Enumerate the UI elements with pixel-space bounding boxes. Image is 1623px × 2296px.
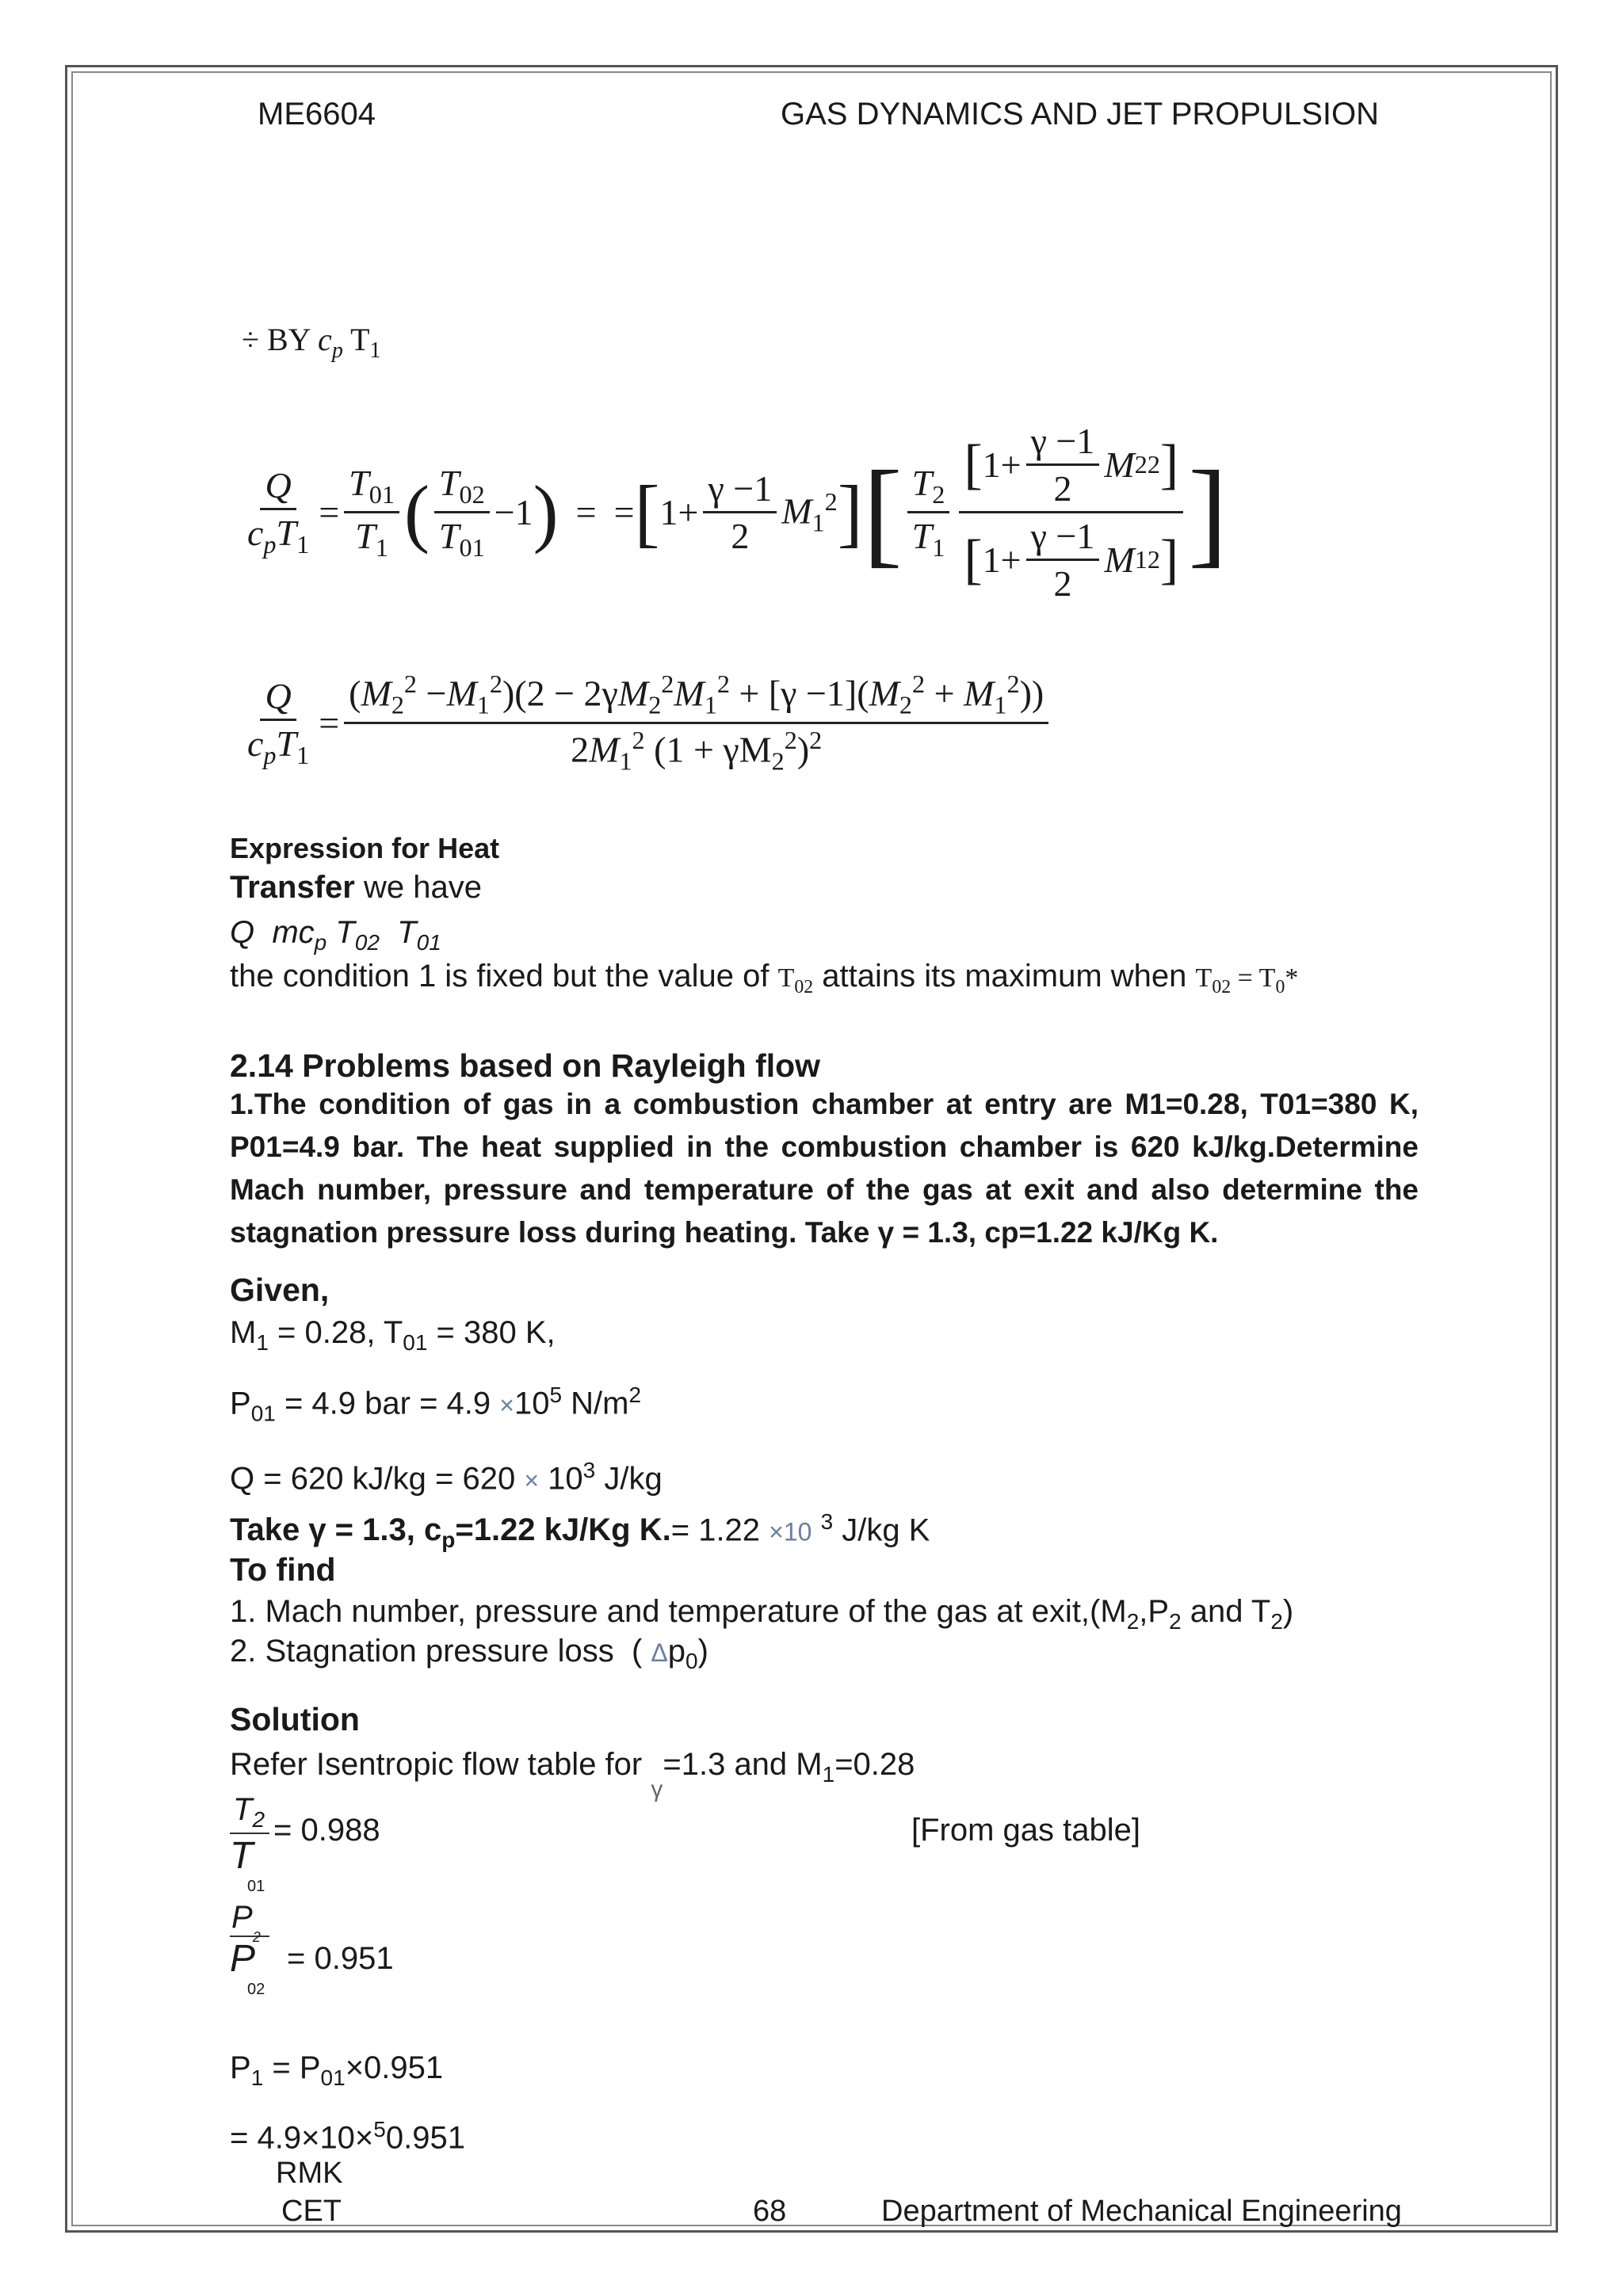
to-find-heading: To find: [230, 1551, 336, 1588]
to-find-item-1: 1. Mach number, pressure and temperature of the gas at $exit,(M_2,P_2$ and $T_2$): [230, 1594, 1294, 1634]
equation-q-mach: $\frac{Q}{c_pT_1}$ = $\frac{(M_2^2 -M_1^2)(2 - 2\gamma M_2^2M_1^2 + [\gamma -1](M_2^2 + M_1^2))}{2M_1^2 (1 + \gamma M_2^2)^2}$: [238, 669, 1053, 776]
course-title: GAS DYNAMICS AND JET PROPULSION: [781, 97, 1379, 132]
given-line-3: Q = 620 $kJ/kg = 620 \times 10^3$ J/kg: [230, 1458, 663, 1497]
heat-condition-text: the condition 1 is fixed but the value of $T_{02}$ attains its maximum when $T_{02} = T_0*$: [230, 959, 1299, 997]
heat-heading-line2: Transfer we have: [230, 870, 482, 905]
problem-statement: 1.The condition of gas in a combustion chamber at entry are M1=0.28, T01=380 K, P01=4.9 bar. The heat supplied in the combustion chamber is 620 kJ/kg.Determine Mach number, pressure and temperature of the gas at exit and also determine the stagnation pressure loss during heating. Take γ = 1.3, cp=1.22 kJ/Kg K.: [230, 1088, 1419, 1249]
divide-note: ÷ BY $c_p$ $T_1$: [242, 322, 381, 363]
p1-line: $P_1 = P_{01}\times 0.951$: [230, 2050, 444, 2090]
footer-department: Department of Mechanical Engineering: [881, 2195, 1402, 2228]
ratio-p2-p02: P2 P 02: [230, 1900, 269, 1999]
solution-intro: Refer Isentropic flow table for $_\gamma$=1.3 and $M_1=0.28$: [230, 1747, 915, 1802]
ratio-t-value: = 0.988: [273, 1813, 380, 1848]
section-title: 2.14 Problems based on Rayleigh flow: [230, 1047, 821, 1084]
given-heading: Given,: [230, 1272, 330, 1308]
solution-heading: Solution: [230, 1701, 360, 1737]
ratio-p-value: = 0.951: [287, 1941, 394, 1976]
heat-heading-line1: Expression for Heat: [230, 832, 500, 864]
course-code: ME6604: [258, 97, 376, 132]
gas-table-note: [From gas table]: [911, 1813, 1141, 1848]
footer-institute-line1: RMK: [276, 2157, 343, 2190]
to-find-item-2: 2. Stagnation pressure loss ( $\Delta p_0$): [230, 1634, 708, 1673]
given-line-4: Take γ = 1.3, $c_p=1.22$ kJ/Kg K.= 1.22 ×10 $^3$ J/kg K: [230, 1509, 930, 1553]
ratio-t2-t01: $T_2$ T 01: [230, 1792, 269, 1896]
p1-value-line: = 4.9×10×$^5$0.951: [230, 2117, 465, 2156]
page-number: 68: [753, 2195, 787, 2228]
footer-institute-line2: CET: [281, 2195, 342, 2228]
heat-q-formula: Q $mc_p$ $T_{02}$ $T_{01}$: [230, 915, 441, 955]
given-line-1: $M_1 = 0.28$, $T_{01} = 380$ K,: [230, 1315, 556, 1355]
given-line-2: $P_{01} = 4.9$ bar = $4.9 \times 10^5$ $N/m^2$: [230, 1383, 642, 1426]
equation-q-ratio: $\frac{Q}{c_pT_1}$ = $\frac{T_{01}}{T_1}$ ( $\frac{T_{02}}{T_{01}}$ −1 ) = = [ 1+ $\frac{\gamma -1}{2}$ $M_1^2$ ] [ $\frac{T_2}{T_1}$ [ 1+ $\frac{\gamma -1}{2}$ M 2 2 ] [ 1+ $\frac{\gamma -1}{2}$ M 1 2 ] ]: [247, 421, 1228, 604]
